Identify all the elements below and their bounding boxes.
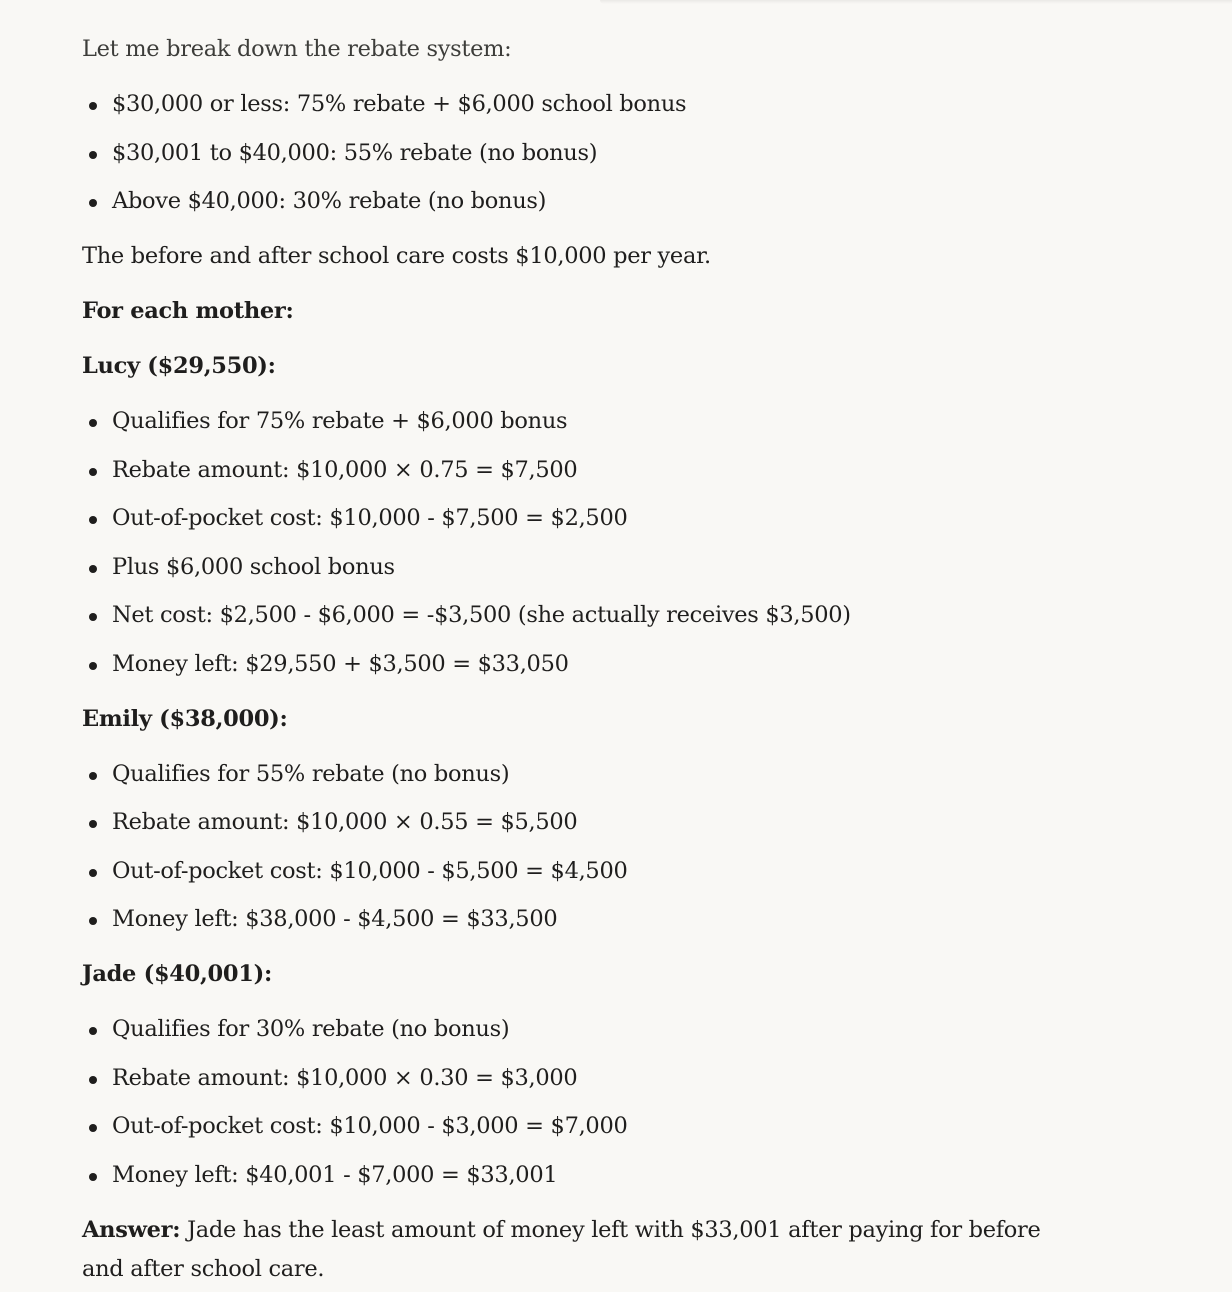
jade-heading: Jade ($40,001): [82, 961, 272, 987]
answer-paragraph [82, 1211, 1072, 1289]
list-item: Money left: $29,550 + $3,500 = $33,050 [82, 645, 1082, 684]
list-item: Qualifies for 55% rebate (no bonus) [82, 755, 1082, 794]
answer-text: Jade has the least amount of money left with $33,001 after paying for before and after school care. [82, 1216, 1041, 1282]
list-item: Plus $6,000 school bonus [82, 548, 1082, 587]
list-item: Rebate amount: $10,000 × 0.30 = $3,000 [82, 1059, 1082, 1098]
emily-heading: Emily ($38,000): [82, 705, 288, 732]
list-item: Rebate amount: $10,000 × 0.75 = $7,500 [82, 451, 1082, 490]
answer-label: Answer: [82, 1216, 181, 1243]
list-item: Out-of-pocket cost: $10,000 - $3,000 = $7,000 [82, 1107, 1082, 1146]
emily-calc-list [82, 755, 1082, 940]
for-each-heading: For each mother: [82, 298, 294, 324]
list-item: Rebate amount: $10,000 × 0.55 = $5,500 [82, 803, 1082, 842]
list-item: Above $40,000: 30% rebate (no bonus) [82, 182, 1082, 221]
list-item: Qualifies for 30% rebate (no bonus) [82, 1010, 1082, 1049]
list-item: Net cost: $2,500 - $6,000 = -$3,500 (she actually receives $3,500) [82, 596, 1082, 635]
top-bar-shadow [600, 0, 1232, 4]
lucy-heading: Lucy ($29,550): [82, 353, 276, 379]
rebate-tier-list [82, 85, 1082, 221]
list-item: $30,001 to $40,000: 55% rebate (no bonus) [82, 134, 1082, 173]
jade-calc-list [82, 1010, 1082, 1195]
list-item: $30,000 or less: 75% rebate + $6,000 school bonus [82, 85, 1082, 124]
assistant-message [82, 30, 1082, 1289]
list-item: Money left: $40,001 - $7,000 = $33,001 [82, 1156, 1082, 1195]
lucy-calc-list [82, 402, 1082, 684]
intro-text: Let me break down the rebate system: [82, 36, 512, 62]
list-item: Qualifies for 75% rebate + $6,000 bonus [82, 402, 1082, 441]
list-item: Money left: $38,000 - $4,500 = $33,500 [82, 900, 1082, 939]
list-item: Out-of-pocket cost: $10,000 - $7,500 = $2,500 [82, 499, 1082, 538]
list-item: Out-of-pocket cost: $10,000 - $5,500 = $4,500 [82, 852, 1082, 891]
cost-statement: The before and after school care costs $10,000 per year. [82, 243, 711, 269]
